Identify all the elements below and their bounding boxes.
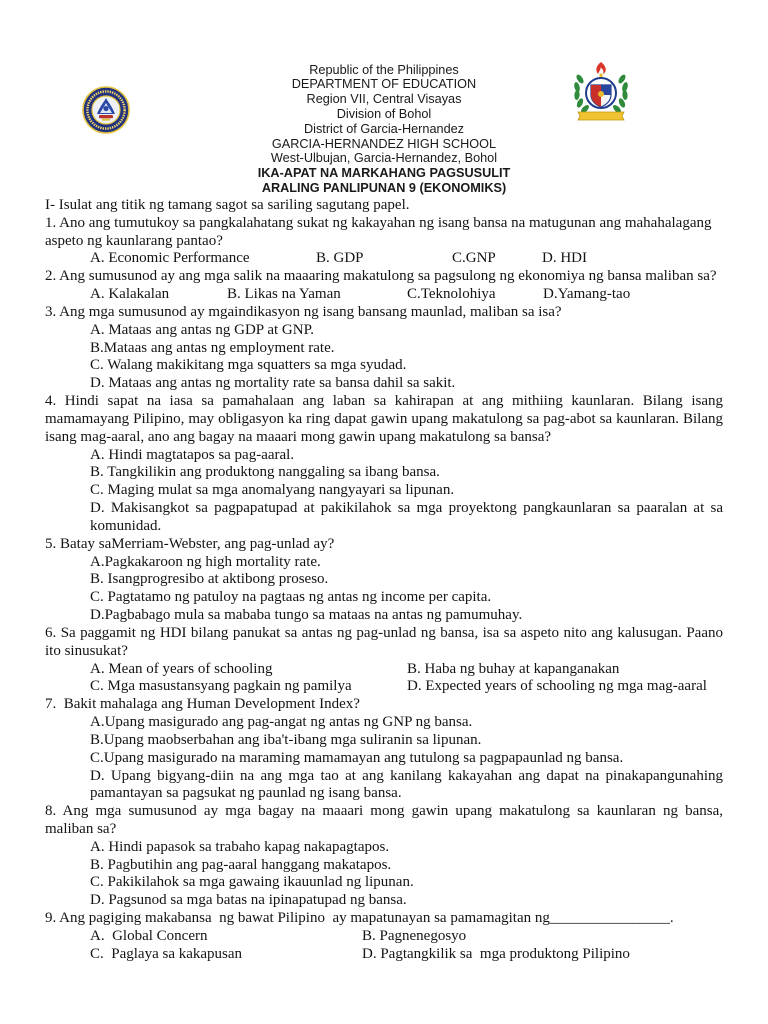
question-1-option-d: D. HDI xyxy=(542,250,587,267)
question-1-options xyxy=(45,250,723,268)
question-5-option-c: C. Pagtatamo ng patuloy na pagtaas ng antas ng income per capita. xyxy=(90,589,492,606)
question-9-options-row-1 xyxy=(45,928,723,946)
question-1-option-b: B. GDP xyxy=(316,250,364,267)
question-9-option-c: C. Paglaya sa kakapusan xyxy=(90,945,243,962)
question-8-stem: 8. Ang mga sumusunod ay mga bagay na maaari mong gawin upang makatulong sa kaunlaran ng bansa, xyxy=(45,803,723,820)
document-header xyxy=(0,63,768,196)
question-7-option-a: A.Upang masigurado ang pag-angat ng antas ng GNP ng bansa. xyxy=(90,714,473,731)
question-2-option-c: C.Teknolohiya xyxy=(407,286,496,303)
question-4-option-d: D. Makisangkot sa pagpapatupad at pakikilahok sa mga proyektong pangkaunlaran sa paaralan at sa xyxy=(90,500,723,517)
header-division: Division of Bohol xyxy=(336,106,432,121)
question-9-options-row-2 xyxy=(45,946,723,964)
exam-title: IKA-APAT NA MARKAHANG PAGSUSULIT xyxy=(257,166,511,181)
header-district: District of Garcia-Hernandez xyxy=(303,121,465,136)
header-school-address: West-Ulbujan, Garcia-Hernandez, Bohol xyxy=(270,151,498,166)
question-7-option-d-continued: pamantayan sa pagsukat ng paunlad ng isang bansa. xyxy=(90,785,402,802)
question-2-option-b: B. Likas na Yaman xyxy=(227,286,341,303)
question-9-stem: 9. Ang pagiging makabansa ng bawat Pilipino ay mapatunayan sa pamamagitan ng________________. xyxy=(45,910,674,927)
question-2-stem: 2. Ang sumusunod ay ang mga salik na maaaring makatulong sa pagsulong ng ekonomiya ng bansa maliban sa? xyxy=(45,268,717,285)
question-7-stem: 7. Bakit mahalaga ang Human Development Index? xyxy=(45,696,360,713)
question-4-option-a: A. Hindi magtatapos sa pag-aaral. xyxy=(90,446,295,463)
question-3-option-a: A. Mataas ang antas ng GDP at GNP. xyxy=(90,321,314,338)
question-1-stem-continued: aspeto ng kaunlarang pantao? xyxy=(45,232,223,249)
question-6-options-row-1 xyxy=(45,661,723,679)
question-8-option-b: B. Pagbutihin ang pag-aaral hanggang makatapos. xyxy=(90,856,392,873)
question-1-option-a: A. Economic Performance xyxy=(90,250,250,267)
question-3-option-b: B.Mataas ang antas ng employment rate. xyxy=(90,339,335,356)
question-7-option-c: C.Upang masigurado na maraming mamamayan ang tutulong sa pagpapaunlad ng bansa. xyxy=(90,749,624,766)
question-4-option-b: B. Tangkilikin ang produktong nanggaling sa ibang bansa. xyxy=(90,464,440,481)
question-7-option-b: B.Upang maobserbahan ang iba't-ibang mga suliranin sa lipunan. xyxy=(90,731,482,748)
question-6-option-c: C. Mga masustansyang pagkain ng pamilya xyxy=(90,678,352,695)
question-2-option-d: D.Yamang-tao xyxy=(543,286,631,303)
question-3-stem: 3. Ang mga sumusunod ay mgaindikasyon ng isang bansang maunlad, maliban sa isa? xyxy=(45,303,562,320)
question-1-option-c: C.GNP xyxy=(452,250,496,267)
question-6-option-b: B. Haba ng buhay at kapanganakan xyxy=(407,660,620,677)
header-republic: Republic of the Philippines xyxy=(309,62,459,77)
question-4-stem-continued: mamamayang Pilipino, may obligasyon ka ring dapat gawin upang makatulong sa pag-abot sa kaunlaran. Bilang xyxy=(45,410,723,427)
question-8-stem-continued: maliban sa? xyxy=(45,820,117,837)
question-2-option-a: A. Kalakalan xyxy=(90,286,170,303)
header-department: DEPARTMENT OF EDUCATION xyxy=(291,77,477,92)
question-6-option-a: A. Mean of years of schooling xyxy=(90,660,273,677)
question-6-stem-continued: ito sinusukat? xyxy=(45,642,128,659)
question-9-option-a: A. Global Concern xyxy=(90,927,208,944)
question-8-option-d: D. Pagsunod sa mga batas na ipinapatupad ng bansa. xyxy=(90,892,407,909)
question-9-option-b: B. Pagnenegosyo xyxy=(362,927,467,944)
question-4-stem: 4. Hindi sapat na iasa sa pamahalaan ang laban sa kahirapan at ang mithiing kaunlaran. Bilang isang xyxy=(45,393,723,410)
exam-subject: ARALING PANLIPUNAN 9 (EKONOMIKS) xyxy=(261,180,507,195)
header-school-name: GARCIA-HERNANDEZ HIGH SCHOOL xyxy=(271,136,497,151)
question-4-stem-continued: isang mag-aaral, ano ang bagay na maaari mong gawin upang makatulong sa bansa? xyxy=(45,428,552,445)
question-1-stem: 1. Ano ang tumutukoy sa pangkalahatang sukat ng kakayahan ng isang bansa na matugunan ang mahahalagang xyxy=(45,214,712,231)
instructions: I- Isulat ang titik ng tamang sagot sa sariling sagutang papel. xyxy=(45,197,410,213)
header-region: Region VII, Central Visayas xyxy=(306,92,462,107)
question-6-options-row-2 xyxy=(45,678,723,696)
question-2-options xyxy=(45,286,723,304)
question-8-option-a: A. Hindi papasok sa trabaho kapag nakapagtapos. xyxy=(90,838,390,855)
question-5-option-b: B. Isangprogresibo at aktibong proseso. xyxy=(90,571,329,588)
question-5-option-d: D.Pagbabago mula sa mababa tungo sa mataas na antas ng pamumuhay. xyxy=(90,607,523,624)
question-6-option-d: D. Expected years of schooling ng mga mag-aaral xyxy=(407,678,707,695)
question-3-option-c: C. Walang makikitang mga squatters sa mga syudad. xyxy=(90,357,407,374)
question-3-option-d: D. Mataas ang antas ng mortality rate sa bansa dahil sa sakit. xyxy=(90,375,456,392)
question-5-stem: 5. Batay saMerriam-Webster, ang pag-unlad ay? xyxy=(45,535,335,552)
question-8-option-c: C. Pakikilahok sa mga gawaing ikauunlad ng lipunan. xyxy=(90,874,414,891)
question-4-option-c: C. Maging mulat sa mga anomalyang nangyayari sa lipunan. xyxy=(90,482,455,499)
question-9-option-d: D. Pagtangkilik sa mga produktong Pilipino xyxy=(362,945,630,962)
exam-body xyxy=(45,197,723,964)
question-6-stem: 6. Sa paggamit ng HDI bilang panukat sa antas ng pag-unlad ng bansa, isa sa aspeto nito ang kalusugan. Paano xyxy=(45,624,723,641)
question-5-option-a: A.Pagkakaroon ng high mortality rate. xyxy=(90,553,321,570)
question-7-option-d: D. Upang bigyang-diin na ang mga tao at ang kanilang kakayahan ang dapat na pinakapangunahing xyxy=(90,767,723,784)
question-4-option-d-continued: komunidad. xyxy=(90,517,162,534)
